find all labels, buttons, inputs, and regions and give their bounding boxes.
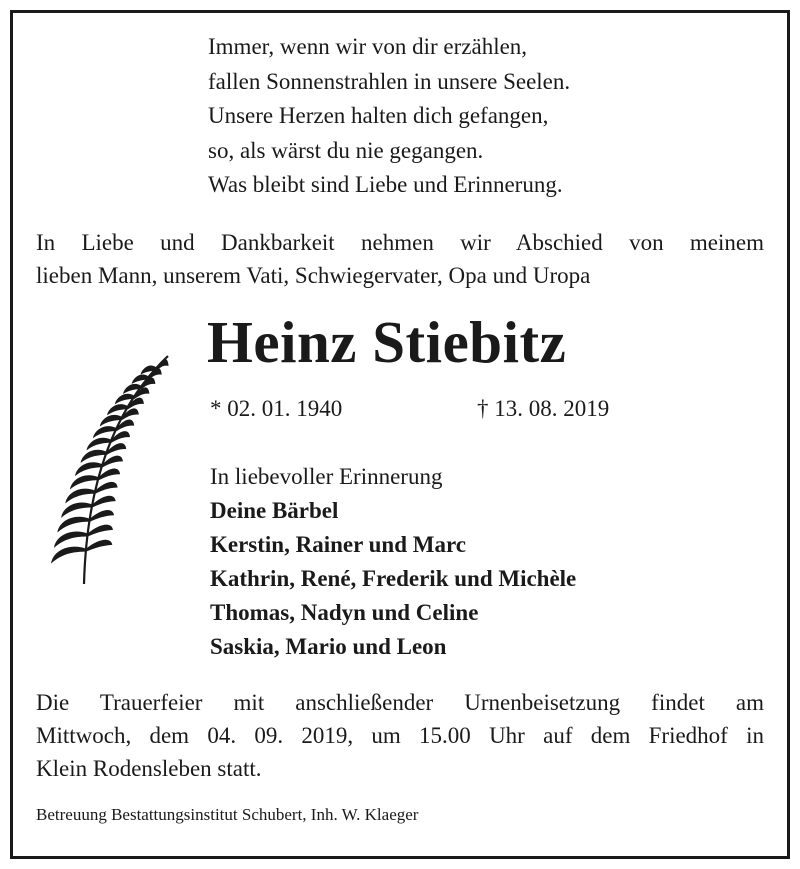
- poem-line: so, als wärst du nie gegangen.: [208, 137, 484, 163]
- family-name: Kerstin, Rainer und Marc: [210, 532, 466, 557]
- service-line: Die Trauerfeier mit anschließender Urnenbeisetzung findet am: [36, 690, 764, 715]
- poem-line: Immer, wenn wir von dir erzählen,: [208, 34, 528, 59]
- intro-line: In Liebe und Dankbarkeit nehmen wir Abschied von meinem: [36, 230, 764, 255]
- fern-leaflet: [128, 398, 144, 410]
- fern-leaflet: [95, 482, 117, 494]
- fern-leaflet: [54, 531, 88, 547]
- poem-line: Was bleibt sind Liebe und Erinnerung.: [208, 172, 563, 197]
- family-name: Kathrin, René, Frederik und Michèle: [210, 566, 577, 591]
- fern-leaflet: [86, 540, 112, 552]
- family-name: Deine Bärbel: [210, 498, 339, 523]
- fern-leaflet: [65, 489, 95, 504]
- fern-leaf-icon: [50, 352, 175, 587]
- fern-leaflet: [92, 496, 115, 508]
- funeral-home-credit: Betreuung Bestattungsinstitut Schubert, Inh. W. Klaeger: [36, 805, 419, 824]
- fern-leaflet: [122, 408, 139, 420]
- intro-line: lieben Mann, unserem Vati, Schwiegervater, Opa und Uropa: [36, 263, 591, 288]
- fern-leaflet: [51, 547, 86, 564]
- family-lead: In liebevoller Erinnerung: [210, 464, 443, 489]
- service-line: Mittwoch, dem 04. 09. 2019, um 15.00 Uhr auf dem Friedhof in: [36, 723, 764, 748]
- birth-date: * 02. 01. 1940: [210, 396, 343, 421]
- fern-leaflet: [57, 517, 89, 533]
- fern-leaflet: [157, 359, 169, 371]
- fern-leaflet: [90, 510, 114, 522]
- poem-line: Unsere Herzen halten dich gefangen,: [208, 103, 549, 128]
- fern-leaflet: [99, 469, 120, 481]
- family-name: Thomas, Nadyn und Celine: [210, 600, 479, 625]
- fern-leaflet: [88, 525, 113, 537]
- service-line: Klein Rodensleben statt.: [36, 756, 262, 781]
- poem: [208, 30, 570, 203]
- fern-leaflet: [61, 502, 92, 517]
- intro-text: [36, 226, 764, 292]
- fern-leaflet: [70, 475, 99, 489]
- family-name: Saskia, Mario und Leon: [210, 634, 447, 659]
- deceased-name: Heinz Stiebitz: [207, 309, 567, 375]
- poem-line: fallen Sonnenstrahlen in unsere Seelen.: [208, 68, 571, 94]
- death-date: † 13. 08. 2019: [477, 396, 610, 421]
- family-block: [210, 460, 576, 664]
- service-announcement: [36, 686, 764, 785]
- fern-leaflet: [75, 462, 102, 476]
